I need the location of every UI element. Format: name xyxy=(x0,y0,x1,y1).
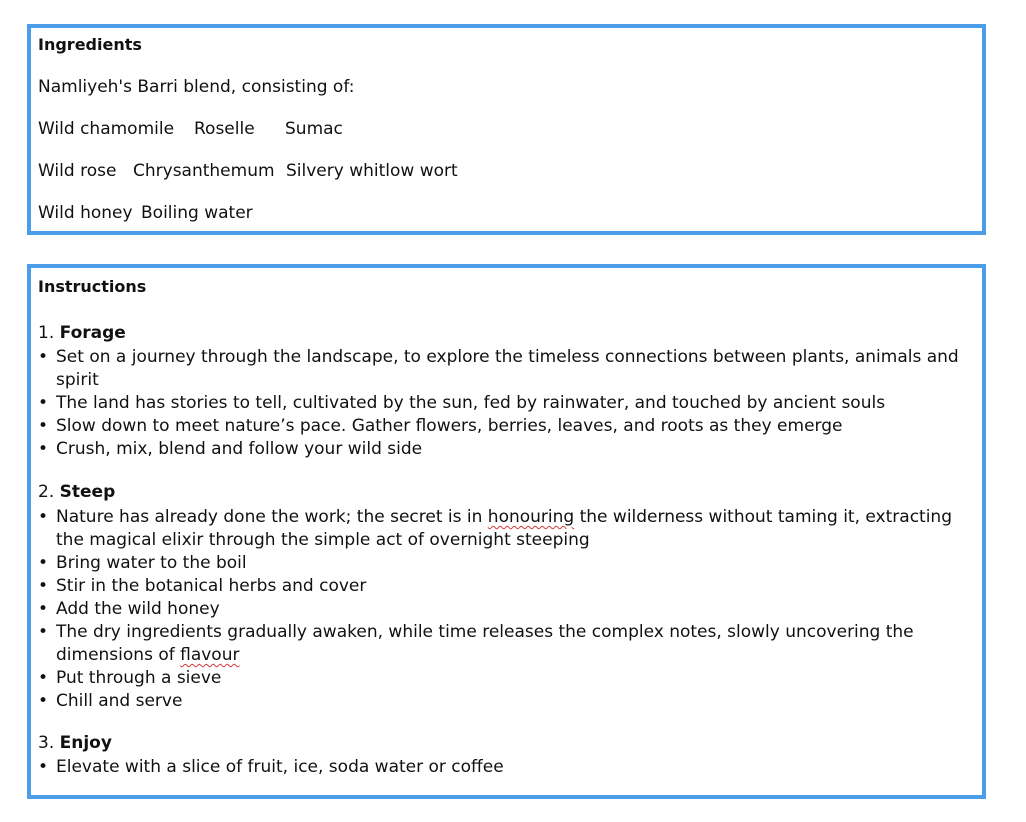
step-name: Steep xyxy=(59,482,116,502)
step-name: Enjoy xyxy=(59,733,112,753)
list-item: • Bring water to the boil xyxy=(38,552,968,575)
list-item: • The land has stories to tell, cultivated by the sun, fed by rainwater, and touched by ancient souls xyxy=(38,392,968,415)
step-number: 2. xyxy=(38,482,55,502)
ingredient-item: Roselle xyxy=(194,119,255,139)
instructions-section xyxy=(27,264,986,799)
text-run: The dry ingredients gradually awaken, while time releases the complex notes, slowly uncovering the dimensions of xyxy=(56,622,914,665)
step-bullets-enjoy xyxy=(38,756,968,779)
step-heading-enjoy xyxy=(38,733,112,753)
list-item: • Crush, mix, blend and follow your wild side xyxy=(38,438,968,461)
spellcheck-flagged-word[interactable]: flavour xyxy=(180,645,240,665)
ingredient-item: Boiling water xyxy=(141,203,253,223)
step-bullets-forage xyxy=(38,346,968,461)
step-number: 3. xyxy=(38,733,55,753)
ingredient-item: Wild chamomile xyxy=(38,119,175,139)
list-item: • Put through a sieve xyxy=(38,667,968,690)
list-item: • Add the wild honey xyxy=(38,598,968,621)
list-item xyxy=(38,621,968,667)
list-item xyxy=(38,506,968,552)
instructions-title: Instructions xyxy=(38,277,147,296)
ingredient-item: Silvery whitlow wort xyxy=(286,161,458,181)
list-item: • Elevate with a slice of fruit, ice, soda water or coffee xyxy=(38,756,968,779)
step-heading-steep xyxy=(38,482,115,502)
step-name: Forage xyxy=(59,323,126,343)
list-item: • Chill and serve xyxy=(38,690,968,713)
spellcheck-flagged-word[interactable]: honouring xyxy=(487,507,575,527)
text-run: Nature has already done the work; the secret is in xyxy=(56,507,488,527)
ingredient-item: Wild rose xyxy=(38,161,117,181)
list-item: • Slow down to meet nature’s pace. Gather flowers, berries, leaves, and roots as they emerge xyxy=(38,415,968,438)
ingredients-title: Ingredients xyxy=(38,35,142,54)
ingredient-item: Wild honey xyxy=(38,203,133,223)
text-run: the wilderness without taming it, extracting the magical elixir through the simple act of overnight steeping xyxy=(56,507,952,550)
list-item: • Set on a journey through the landscape, to explore the timeless connections between plants, animals and spirit xyxy=(38,346,968,392)
list-item: • Stir in the botanical herbs and cover xyxy=(38,575,968,598)
ingredients-section xyxy=(27,24,986,235)
step-bullets-steep xyxy=(38,506,968,713)
ingredients-intro: Namliyeh's Barri blend, consisting of: xyxy=(38,77,355,97)
step-number: 1. xyxy=(38,323,55,343)
ingredient-item: Chrysanthemum xyxy=(133,161,275,181)
ingredient-item: Sumac xyxy=(285,119,343,139)
step-heading-forage xyxy=(38,323,126,343)
